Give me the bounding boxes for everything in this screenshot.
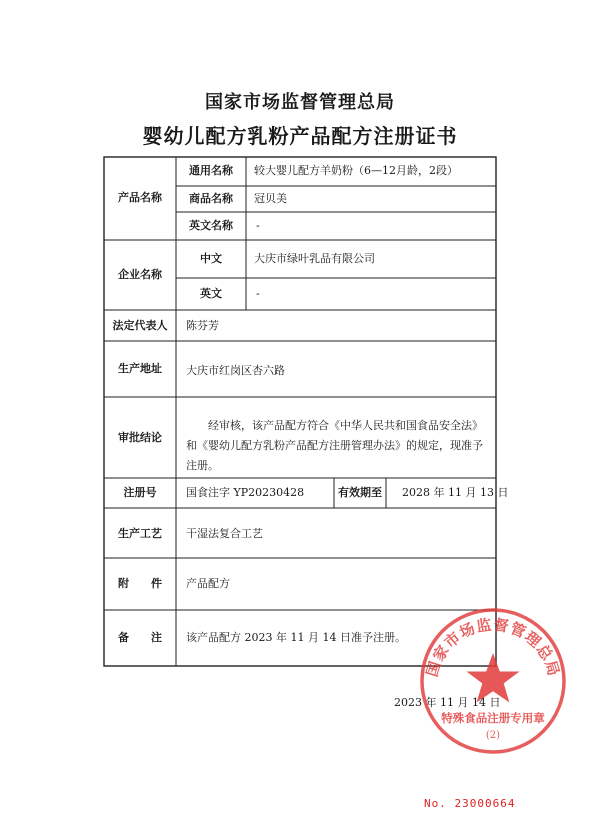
company-name-label: 企业名称 xyxy=(118,268,162,281)
issue-date: 2023 年 11 月 14 日 xyxy=(394,696,501,709)
official-seal xyxy=(418,606,568,756)
validity-label: 有效期至 xyxy=(338,486,382,499)
attachment-label: 附 件 xyxy=(118,577,162,590)
legal-rep-label: 法定代表人 xyxy=(112,319,168,332)
registration-label: 注册号 xyxy=(123,486,157,499)
address-value: 大庆市红岗区杏六路 xyxy=(186,364,285,377)
remarks-value: 该产品配方 2023 年 11 月 14 日准予注册。 xyxy=(186,631,406,644)
company-cn-label: 中文 xyxy=(200,252,222,265)
remarks-label: 备 注 xyxy=(118,631,162,644)
approval-label: 审批结论 xyxy=(118,431,162,444)
company-cn-value: 大庆市绿叶乳品有限公司 xyxy=(254,252,375,265)
certificate-title: 婴幼儿配方乳粉产品配方注册证书 xyxy=(142,124,458,148)
registration-value: 国食注字 YP20230428 xyxy=(186,486,305,499)
company-en-label: 英文 xyxy=(200,287,222,300)
address-label: 生产地址 xyxy=(118,362,162,375)
english-name-label: 英文名称 xyxy=(189,219,233,232)
company-en-value: - xyxy=(256,287,260,300)
svg-text:特殊食品注册专用章: 特殊食品注册专用章 xyxy=(441,711,545,725)
certificate-serial-number: No. 23000664 xyxy=(424,797,516,810)
english-name-value: - xyxy=(256,219,260,232)
attachment-value: 产品配方 xyxy=(186,577,230,590)
svg-text:(2): (2) xyxy=(485,730,501,741)
generic-name-label: 通用名称 xyxy=(189,164,233,177)
issuing-authority: 国家市场监督管理总局 xyxy=(205,92,395,113)
approval-text: 经审核，该产品配方符合《中华人民共和国食品安全法》和《婴幼儿配方乳粉产品配方注册管理办法》的规定，现准予注册。 xyxy=(186,419,483,472)
validity-value: 2028 年 11 月 13 日 xyxy=(402,486,509,499)
svg-text:国家市场监督管理总局: 国家市场监督管理总局 xyxy=(422,615,564,679)
process-value: 干湿法复合工艺 xyxy=(186,527,263,540)
trade-name-label: 商品名称 xyxy=(189,192,233,205)
product-name-label: 产品名称 xyxy=(118,191,162,204)
trade-name-value: 冠贝美 xyxy=(254,192,287,205)
generic-name-value: 较大婴儿配方羊奶粉（6—12月龄，2段） xyxy=(254,164,458,177)
legal-rep-value: 陈芬芳 xyxy=(186,319,219,332)
process-label: 生产工艺 xyxy=(118,527,162,540)
